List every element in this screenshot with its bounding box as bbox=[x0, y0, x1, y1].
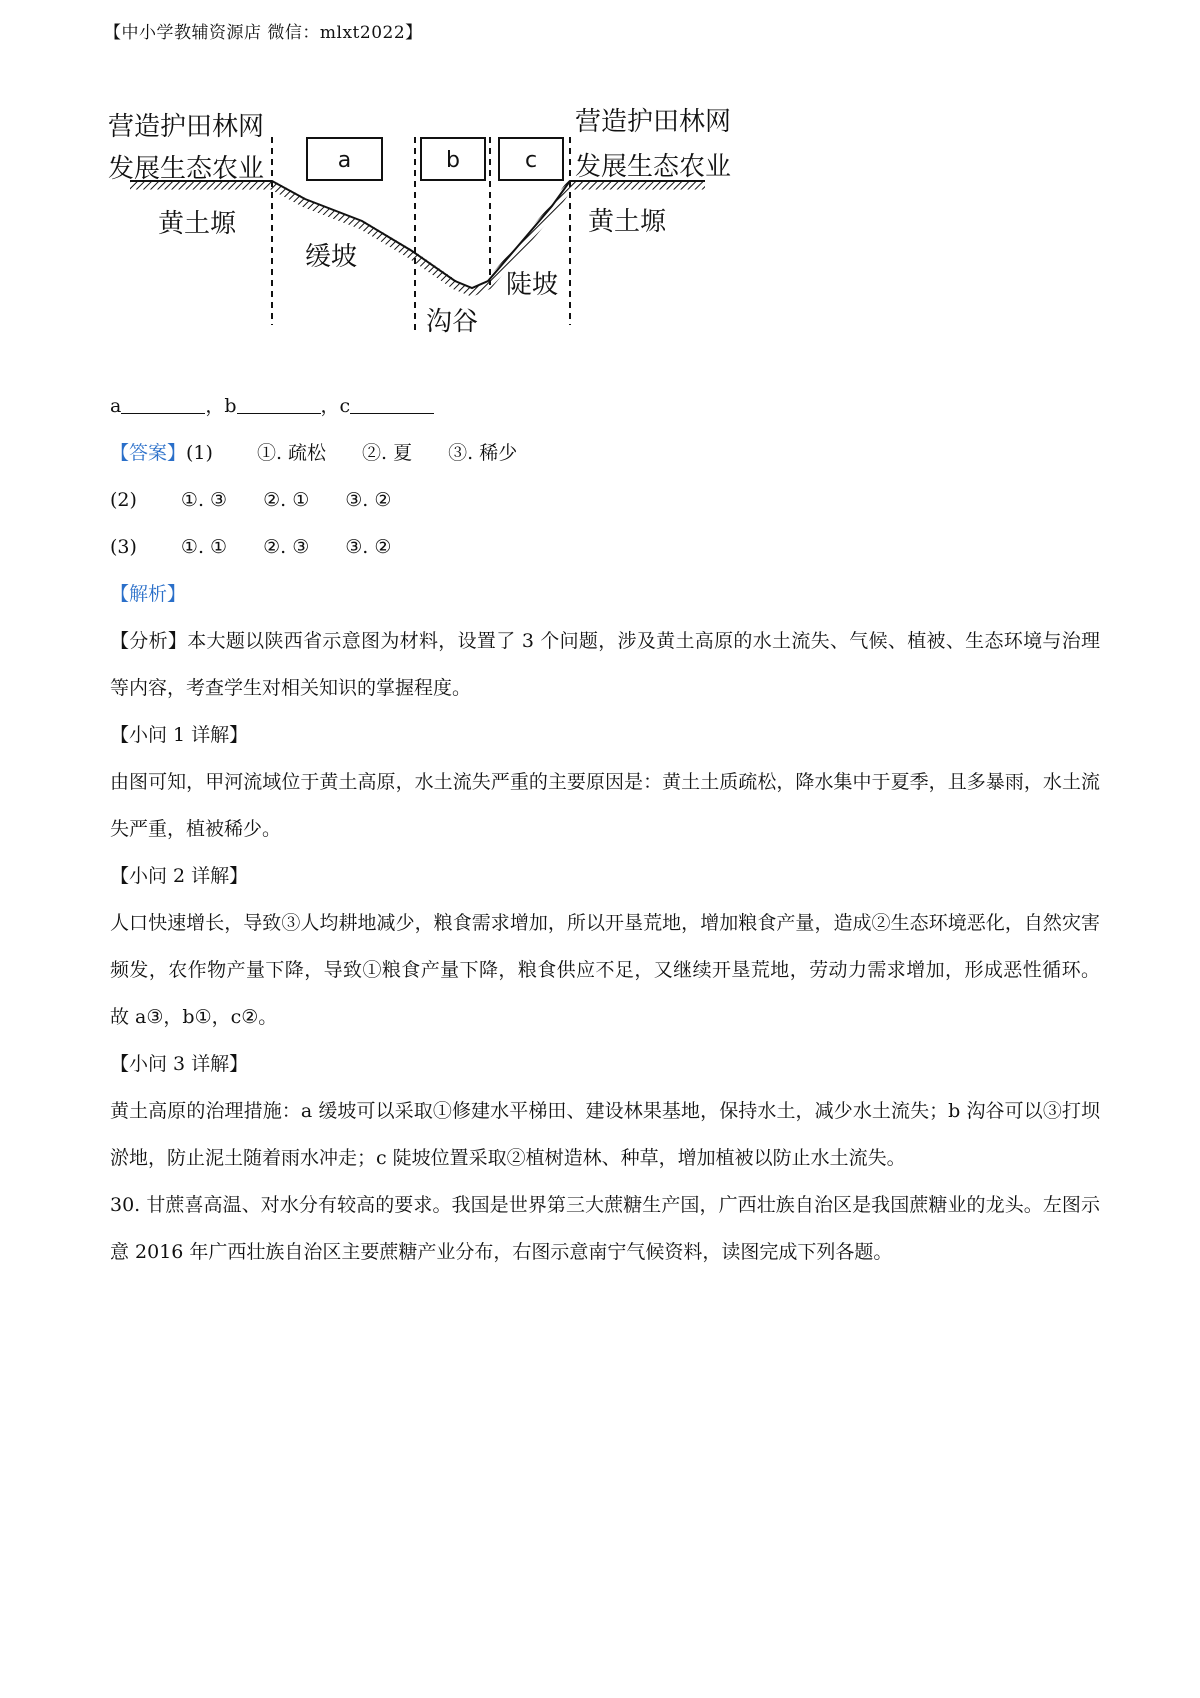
answer-q3-label: (3) bbox=[110, 536, 137, 558]
left-label-1: 营造护田林网 bbox=[108, 112, 265, 142]
q30-text: 30. 甘蔗喜高温、对水分有较高的要求。我国是世界第三大蔗糖生产国，广西壮族自治区是我国蔗糖业的龙头。左图示意 2016 年广西壮族自治区主要蔗糖产业分布，右图示意南宁气候资料，读图完成下列各题。 bbox=[110, 1194, 1100, 1263]
analysis-text: 【分析】本大题以陕西省示意图为材料，设置了 3 个问题，涉及黄土高原的水土流失、气候、植被、生态环境与治理等内容，考查学生对相关知识的掌握程度。 bbox=[110, 630, 1100, 699]
answer-tag: 【答案】 bbox=[110, 442, 187, 464]
blank-b bbox=[237, 393, 321, 414]
answer-q3-item-3: ③. ② bbox=[345, 536, 392, 558]
box-c-label: c bbox=[524, 148, 538, 173]
answer-q2-item-1: ①. ③ bbox=[180, 489, 228, 511]
q3-title: 【小问 3 详解】 bbox=[110, 1053, 249, 1075]
answer-q1-item-3: ③. 稀少 bbox=[448, 442, 518, 464]
q1-text: 由图可知，甲河流域位于黄土高原，水土流失严重的主要原因是：黄土土质疏松，降水集中于夏季，且多暴雨，水土流失严重，植被稀少。 bbox=[110, 771, 1100, 840]
blank-a bbox=[121, 393, 205, 414]
right-label-2: 发展生态农业 bbox=[575, 152, 732, 182]
answer-q3-item-2: ②. ③ bbox=[263, 536, 310, 558]
valley-label: 沟谷 bbox=[426, 307, 479, 337]
answer-line-2 bbox=[110, 477, 1100, 524]
blank-sep-2: ， bbox=[320, 395, 340, 417]
answer-line-1 bbox=[110, 430, 1100, 477]
answer-q2-label: (2) bbox=[110, 489, 137, 511]
blank-b-letter: b bbox=[224, 395, 237, 417]
answer-q1-item-1: ①. 疏松 bbox=[256, 442, 327, 464]
loess-plateau-diagram bbox=[100, 105, 820, 380]
analysis-tag: 【解析】 bbox=[110, 583, 187, 605]
answer-q2-item-3: ③. ② bbox=[345, 489, 392, 511]
steep-slope-label: 陡坡 bbox=[506, 270, 559, 300]
plateau-left-label: 黄土塬 bbox=[158, 209, 237, 239]
page-header: 【中小学教辅资源店 微信：mlxt2022】 bbox=[104, 23, 423, 43]
gentle-slope-label: 缓坡 bbox=[305, 242, 358, 272]
box-b-label: b bbox=[446, 148, 460, 173]
box-a-label: a bbox=[337, 148, 352, 173]
blank-a-letter: a bbox=[110, 395, 122, 417]
right-label-1: 营造护田林网 bbox=[575, 107, 732, 137]
answer-content bbox=[110, 383, 1100, 1276]
q2-text: 人口快速增长，导致③人均耕地减少，粮食需求增加，所以开垦荒地，增加粮食产量，造成②生态环境恶化，自然灾害频发，农作物产量下降，导致①粮食产量下降，粮食供应不足，又继续开垦荒地，劳动力需求增加，形成恶性循环。 故 a③，b①，c②。 bbox=[110, 912, 1100, 1028]
answer-q3-item-1: ①. ① bbox=[180, 536, 228, 558]
blank-sep-1: ， bbox=[205, 395, 225, 417]
q3-text: 黄土高原的治理措施：a 缓坡可以采取①修建水平梯田、建设林果基地，保持水土，减少水土流失；b 沟谷可以③打坝淤地，防止泥土随着雨水冲走；c 陡坡位置采取②植树造林、种草，增加植被以防止水土流失。 bbox=[110, 1100, 1100, 1169]
blank-c-letter: c bbox=[339, 395, 351, 417]
left-label-2: 发展生态农业 bbox=[108, 154, 265, 184]
blanks-line bbox=[110, 383, 1100, 430]
q2-title: 【小问 2 详解】 bbox=[110, 865, 249, 887]
plateau-right-label: 黄土塬 bbox=[588, 207, 667, 237]
q1-title: 【小问 1 详解】 bbox=[110, 724, 249, 746]
answer-q1-label: (1) bbox=[186, 442, 213, 464]
answer-q1-item-2: ②. 夏 bbox=[362, 442, 413, 464]
blank-c bbox=[350, 393, 434, 414]
answer-line-3 bbox=[110, 524, 1100, 571]
answer-q2-item-2: ②. ① bbox=[263, 489, 310, 511]
